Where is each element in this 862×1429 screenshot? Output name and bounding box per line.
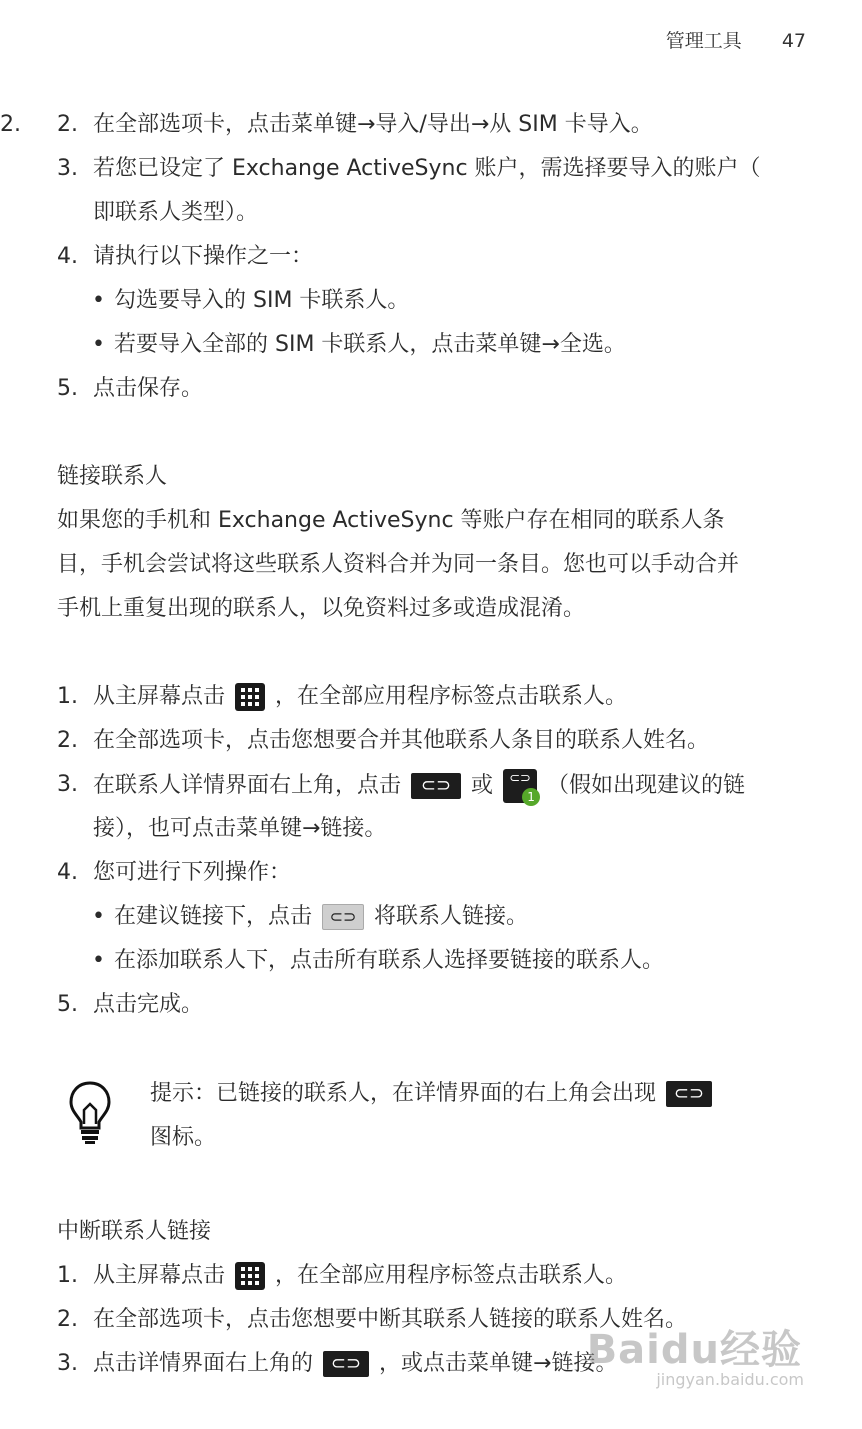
step-number: 5.: [57, 992, 78, 1017]
import-bullet-1: 勾选要导入的 SIM 卡联系人。: [114, 288, 410, 313]
bullet-dot: •: [92, 904, 105, 929]
unlink-step-2: 在全部选项卡，点击您想要中断其联系人链接的联系人姓名。: [93, 1307, 688, 1332]
step-number: 3.: [57, 772, 78, 797]
step-number: 1.: [57, 1263, 78, 1288]
import-step-3-cont: 即联系人类型）。: [93, 200, 259, 225]
lightbulb-icon: [68, 1080, 112, 1148]
link-step-3: 在联系人详情界面右上角，点击 ⊂⊃ 或 ⊂⊃ 1 （假如出现建议的链: [93, 771, 746, 804]
step-number: 4.: [57, 244, 78, 269]
link-suggest-icon: ⊂⊃ 1: [503, 769, 537, 803]
watermark-url: jingyan.baidu.com: [656, 1370, 804, 1389]
bullet-dot: •: [92, 332, 105, 357]
tip-text-cont: 图标。: [150, 1125, 217, 1150]
unlink-step-3: 点击详情界面右上角的 ⊂⊃ ，或点击菜单键→链接。: [93, 1351, 618, 1376]
link-bullet-1: 在建议链接下，点击 ⊂⊃ 将联系人链接。: [114, 904, 529, 929]
grid-icon: [235, 683, 265, 711]
link-icon: ⊂⊃: [666, 1081, 712, 1107]
link-step-4: 您可进行下列操作：: [93, 860, 292, 885]
step-number: 3.: [57, 156, 78, 181]
section-heading-link: 链接联系人: [57, 464, 168, 489]
section-heading-unlink: 中断联系人链接: [57, 1219, 212, 1244]
step-number: 3.: [57, 1351, 78, 1376]
watermark-logo: Baidu经验: [586, 1327, 802, 1373]
bullet-dot: •: [92, 948, 105, 973]
link-step-1: 从主屏幕点击 ，在全部应用程序标签点击联系人。: [93, 684, 628, 709]
step-number: 5.: [57, 376, 78, 401]
paragraph-line: 如果您的手机和 Exchange ActiveSync 等账户存在相同的联系人条: [57, 508, 725, 533]
import-bullet-2: 若要导入全部的 SIM 卡联系人，点击菜单键→全选。: [114, 332, 626, 357]
link-bullet-2: 在添加联系人下，点击所有联系人选择要链接的联系人。: [114, 948, 665, 973]
grid-icon: [235, 1262, 265, 1290]
step-number: 4.: [57, 860, 78, 885]
link-icon: ⊂⊃: [323, 1351, 369, 1377]
bullet-dot: •: [92, 288, 105, 313]
step-number: 2.: [57, 1307, 78, 1332]
section-title: 管理工具: [665, 30, 742, 52]
step-number: 2.: [57, 728, 78, 753]
unlink-step-1: 从主屏幕点击 ，在全部应用程序标签点击联系人。: [93, 1263, 628, 1288]
step-number: 1.: [57, 684, 78, 709]
import-step-2-text: 在全部选项卡，点击菜单键→导入/导出→从 SIM 卡导入。: [93, 112, 653, 137]
import-step-4-text: 请执行以下操作之一：: [93, 244, 314, 269]
link-step-2: 在全部选项卡，点击您想要合并其他联系人条目的联系人姓名。: [93, 728, 710, 753]
tip-text: 提示：已链接的联系人，在详情界面的右上角会出现 ⊂⊃: [150, 1078, 722, 1110]
page-number: 47: [781, 30, 806, 52]
badge-count: 1: [522, 788, 540, 806]
step-number: 2.: [57, 112, 78, 137]
paragraph-line: 目，手机会尝试将这些联系人资料合并为同一条目。您也可以手动合并: [57, 552, 740, 577]
link-icon: ⊂⊃: [322, 904, 364, 930]
import-step-2: 2.: [0, 112, 21, 137]
paragraph-line: 手机上重复出现的联系人，以免资料过多或造成混淆。: [57, 596, 586, 621]
import-step-5-text: 点击保存。: [93, 376, 204, 401]
import-step-3-text: 若您已设定了 Exchange ActiveSync 账户，需选择要导入的账户（: [93, 156, 761, 181]
page-header: [666, 26, 806, 53]
link-step-5: 点击完成。: [93, 992, 204, 1017]
link-icon: ⊂⊃: [411, 773, 461, 799]
link-step-3-cont: 接），也可点击菜单键→链接。: [93, 816, 387, 841]
